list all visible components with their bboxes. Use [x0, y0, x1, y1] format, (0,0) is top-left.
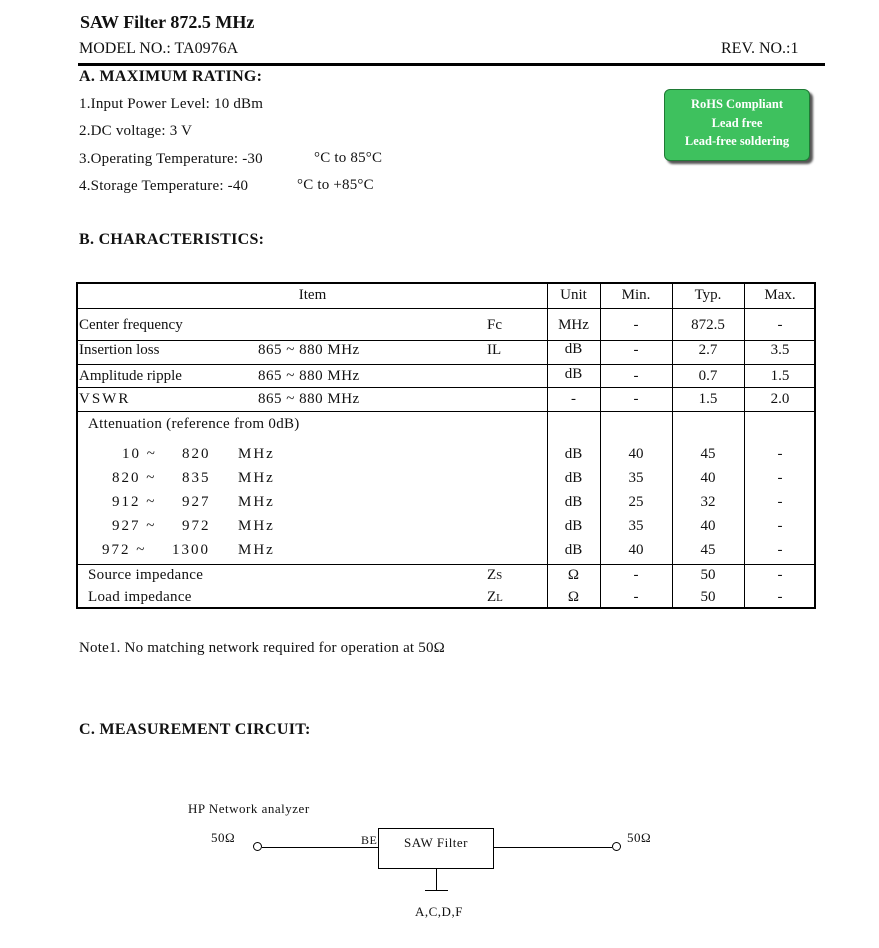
row-min: - — [633, 342, 639, 358]
att-max: - — [777, 446, 783, 462]
impedance-unit: Ω — [567, 589, 580, 605]
right-terminal — [612, 842, 621, 851]
rohs-line-3: Lead-free soldering — [684, 134, 790, 148]
row-max: 1.5 — [770, 368, 790, 384]
att-unit-label: MHz — [238, 446, 275, 462]
impedance-max: - — [777, 567, 783, 583]
att-from: 820 ~ — [112, 470, 157, 486]
impedance-typ: 50 — [700, 589, 716, 605]
table-hline — [78, 308, 814, 309]
table-hline — [78, 411, 814, 412]
att-unit: dB — [564, 470, 583, 486]
analyzer-label: HP Network analyzer — [188, 801, 310, 816]
left-terminal — [253, 842, 262, 851]
input-wire — [262, 847, 378, 848]
att-to: 1300 — [172, 542, 210, 558]
row-min: - — [633, 368, 639, 384]
att-min: 25 — [628, 494, 644, 510]
row-item: Amplitude ripple — [79, 368, 182, 384]
row-unit: - — [571, 391, 576, 407]
revision-number: REV. NO.:1 — [721, 40, 799, 57]
header-divider — [78, 63, 825, 66]
row-range: 865 ~ 880 MHz — [258, 391, 360, 407]
att-from: 912 ~ — [112, 494, 157, 510]
row-item: VSWR — [79, 391, 131, 407]
row-max: 3.5 — [770, 342, 790, 358]
rating-storage-temp-range: °C to +85°C — [297, 177, 374, 193]
attenuation-title: Attenuation (reference from 0dB) — [88, 416, 300, 432]
att-to: 972 — [182, 518, 211, 534]
att-to: 835 — [182, 470, 211, 486]
rating-operating-temp-range: °C to 85°C — [314, 150, 383, 166]
row-range: 865 ~ 880 MHz — [258, 342, 360, 358]
att-unit-label: MHz — [238, 518, 275, 534]
row-symbol: Fc — [487, 317, 502, 333]
saw-filter-label: SAW Filter — [403, 835, 469, 850]
measurement-heading: C. MEASUREMENT CIRCUIT: — [79, 721, 311, 738]
att-typ: 45 — [700, 542, 716, 558]
rohs-line-1: RoHS Compliant — [690, 97, 784, 111]
table-hline — [78, 364, 814, 365]
rating-storage-temp: 4.Storage Temperature: -40 — [79, 178, 249, 194]
model-number: MODEL NO.: TA0976A — [79, 40, 239, 57]
left-impedance-label: 50Ω — [211, 830, 236, 845]
row-typ: 1.5 — [698, 391, 718, 407]
att-max: - — [777, 542, 783, 558]
impedance-symbol: ZL — [487, 589, 503, 605]
row-typ: 0.7 — [698, 368, 718, 384]
rohs-line-2: Lead free — [711, 115, 763, 130]
column-header-min: Min. — [621, 287, 651, 303]
column-header-unit: Unit — [560, 287, 587, 303]
impedance-min: - — [633, 567, 639, 583]
ground-pins-label: A,C,D,F — [415, 904, 463, 919]
row-item: Center frequency — [79, 317, 183, 333]
column-header-max: Max. — [764, 287, 796, 303]
characteristics-table — [76, 282, 816, 609]
impedance-max: - — [777, 589, 783, 605]
att-max: - — [777, 518, 783, 534]
att-typ: 32 — [700, 494, 716, 510]
impedance-min: - — [633, 589, 639, 605]
att-from: 10 ~ — [122, 446, 157, 462]
att-min: 35 — [628, 518, 644, 534]
att-min: 35 — [628, 470, 644, 486]
att-unit-label: MHz — [238, 542, 275, 558]
att-unit-label: MHz — [238, 494, 275, 510]
row-min: - — [633, 391, 639, 407]
impedance-typ: 50 — [700, 567, 716, 583]
table-hline — [78, 564, 814, 565]
row-unit: dB — [564, 341, 583, 357]
row-min: - — [633, 317, 639, 333]
att-max: - — [777, 470, 783, 486]
att-typ: 40 — [700, 518, 716, 534]
ground-stem — [436, 869, 437, 891]
rohs-badge — [664, 89, 810, 161]
impedance-unit: Ω — [567, 567, 580, 583]
att-min: 40 — [628, 446, 644, 462]
att-min: 40 — [628, 542, 644, 558]
att-unit: dB — [564, 494, 583, 510]
ground-symbol — [425, 890, 448, 891]
row-unit: dB — [564, 366, 583, 382]
att-max: - — [777, 494, 783, 510]
row-max: - — [777, 317, 783, 333]
att-from: 972 ~ — [102, 542, 147, 558]
row-symbol: IL — [487, 342, 502, 358]
att-typ: 45 — [700, 446, 716, 462]
row-unit: MHz — [558, 317, 589, 333]
rating-dc-voltage: 2.DC voltage: 3 V — [79, 123, 193, 139]
column-header-typ: Typ. — [694, 287, 722, 303]
rating-operating-temp: 3.Operating Temperature: -30 — [79, 151, 263, 167]
att-to: 820 — [182, 446, 211, 462]
row-range: 865 ~ 880 MHz — [258, 368, 360, 384]
document-title: SAW Filter 872.5 MHz — [80, 12, 255, 32]
att-from: 927 ~ — [112, 518, 157, 534]
output-wire — [494, 847, 612, 848]
row-max: 2.0 — [770, 391, 790, 407]
att-unit: dB — [564, 518, 583, 534]
pin-label: BE — [361, 833, 378, 847]
rating-input-power: 1.Input Power Level: 10 dBm — [79, 96, 264, 112]
right-impedance-label: 50Ω — [627, 830, 652, 845]
row-item: Insertion loss — [79, 342, 160, 358]
row-typ: 2.7 — [698, 342, 718, 358]
row-typ: 872.5 — [691, 317, 725, 333]
note-text: Note1. No matching network required for operation at 50Ω — [79, 640, 445, 656]
table-hline — [78, 340, 814, 341]
impedance-item: Source impedance — [88, 567, 204, 583]
att-unit: dB — [564, 446, 583, 462]
impedance-item: Load impedance — [88, 589, 192, 605]
impedance-symbol: ZS — [487, 567, 503, 583]
column-header-item: Item — [298, 287, 327, 303]
att-typ: 40 — [700, 470, 716, 486]
max-rating-heading: A. MAXIMUM RATING: — [79, 68, 263, 85]
table-hline — [78, 387, 814, 388]
att-to: 927 — [182, 494, 211, 510]
characteristics-heading: B. CHARACTERISTICS: — [79, 231, 265, 248]
att-unit: dB — [564, 542, 583, 558]
att-unit-label: MHz — [238, 470, 275, 486]
